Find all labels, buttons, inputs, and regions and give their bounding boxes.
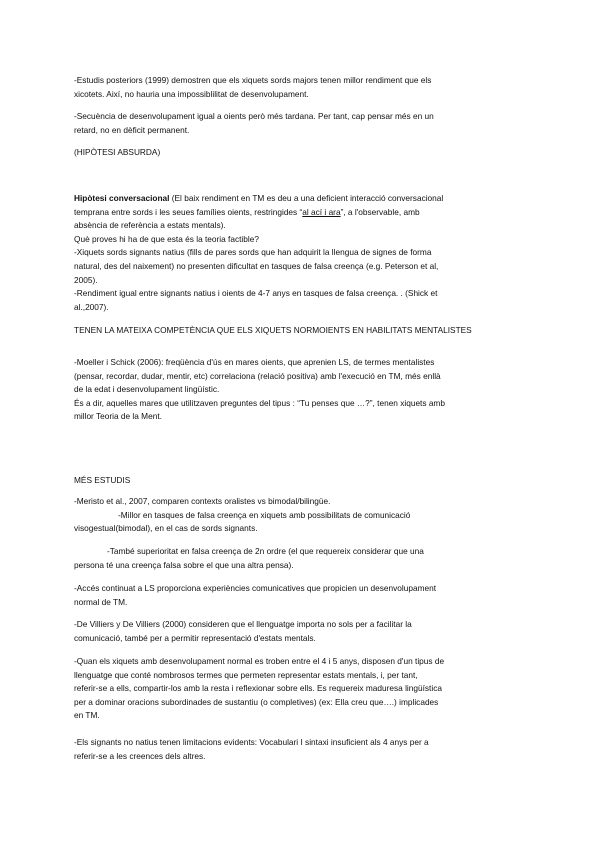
paragraph-absurd-hypothesis xyxy=(74,146,526,160)
text-line: referir-se a ells, compartir-los amb la resta i reflexionar sobre ells. Es requereix maduresa lingüística xyxy=(74,683,442,694)
text-line: (HIPÒTESI ABSURDA) xyxy=(74,147,161,157)
text-line: xicotets. Així, no hauria una impossiblilitat de desenvolupament. xyxy=(74,88,309,99)
text-line: referir-se a les creences dels altres. xyxy=(74,750,206,761)
text-line: TENEN LA MATEIXA COMPETÈNCIA QUE ELS XIQUETS NORMOIENTS EN HABILITATS MENTALISTES xyxy=(74,325,472,335)
paragraph-non-native-signers xyxy=(74,736,526,763)
text-line: de la edat i desenvolupament lingüístic. xyxy=(74,384,220,395)
text-line: al.,2007). xyxy=(74,301,109,312)
text-line: (El baix rendiment en TM es deu a una deficient interacció conversacional xyxy=(169,193,444,203)
paragraph-de-villiers xyxy=(74,618,526,645)
text-line: És a dir, aquelles mares que utilitzaven preguntes del tipus : “Tu penses que …?”, tenen xiquets amb xyxy=(74,397,445,408)
text-line: millor Teoria de la Ment. xyxy=(74,411,162,422)
text-line: en TM. xyxy=(74,710,100,721)
text-line: -Millor en tasques de falsa creença en xiquets amb possibilitats de comunicació xyxy=(118,509,411,520)
text-line: temprana entre sords i les seues famílies oients, restringides “ xyxy=(74,206,303,217)
text-line: -Quan els xiquets amb desenvolupament normal es troben entre el 4 i 5 anys, disposen d'un tipus de xyxy=(74,656,445,666)
text-line: ”, a l'observable, amb xyxy=(340,206,420,217)
paragraph-age-4-5 xyxy=(74,655,526,723)
text-line: -Els signants no natius tenen limitacions evidents: Vocabulari I sintaxi insuficient als 4 anys per a xyxy=(74,737,429,747)
paragraph-moeller-schick xyxy=(74,356,526,424)
text-line: (pensar, recordar, dudar, mentir, etc) correlaciona (relació positiva) amb l'execució en TM, més enllà xyxy=(74,370,441,381)
text-line: -Estudis posteriors (1999) demostren que els xiquets sords majors tenen millor rendiment que els xyxy=(74,75,432,85)
text-line: Què proves hi ha de que esta és la teoria factible? xyxy=(74,233,259,244)
text-line: -També superioritat en falsa creença de 2n ordre (el que requereix considerar que una xyxy=(107,546,424,556)
heading-conversational-hypothesis: Hipòtesi conversacional xyxy=(74,193,170,203)
paragraph-development-sequence xyxy=(74,110,526,137)
text-line: -De Villiers y De Villiers (2000) consideren que el llenguatge importa no sols per a facilitar la xyxy=(74,619,412,629)
text-line: normal de TM. xyxy=(74,596,128,607)
text-line: -Rendiment igual entre signants natius i oients de 4-7 anys en tasques de falsa creença. . (Shick et xyxy=(74,288,438,299)
paragraph-second-order xyxy=(74,545,526,572)
text-line: natural, des del naixement) no presenten dificultat en tasques de falsa creença (e.g. Peterson et al, xyxy=(74,260,439,271)
paragraph-later-studies xyxy=(74,74,526,101)
paragraph-conversational-hypothesis xyxy=(74,192,526,314)
text-line: retard, no en dèficit permanent. xyxy=(74,124,190,135)
text-line: MÉS ESTUDIS xyxy=(74,475,131,485)
text-line: comunicació, també per a permitir representació d'estats mentals. xyxy=(74,632,316,643)
text-line: -Meristo et al., 2007, comparen contexts oralistes vs bimodal/bilingüe. xyxy=(74,496,331,506)
heading-more-studies xyxy=(74,474,526,488)
text-line: -Secuència de desenvolupament igual a oients però més tardana. Per tant, cap pensar més en un xyxy=(74,111,434,121)
text-line: 2005). xyxy=(74,274,98,285)
text-line: -Moeller i Schick (2006): freqüència d'ús en mares oients, que aprenien LS, de termes mentalistes xyxy=(74,357,435,367)
text-line: per a dominar oracions subordinades de sustantiu (o completives) (ex: Ella creu que….) implicades xyxy=(74,696,439,707)
text-line: visogestual(bimodal), en el cas de sords signants. xyxy=(74,523,258,534)
text-line: absència de referència a estats mentals). xyxy=(74,220,226,231)
paragraph-same-competence xyxy=(74,324,526,338)
text-line: -Xiquets sords signants natius (fills de pares sords que han adquirit la llengua de signes de forma xyxy=(74,247,432,258)
text-line: persona té una creença falsa sobre el que una altra pensa). xyxy=(74,559,294,570)
underlined-phrase: al ací i ara xyxy=(302,206,341,217)
text-line: -Accés continuat a LS proporciona experiències comunicatives que propicien un desenvolupament xyxy=(74,583,437,593)
paragraph-ls-access xyxy=(74,582,526,609)
text-line: llenguatge que conté nombrosos termes que permeten representar estats mentals, i, per tant, xyxy=(74,669,418,680)
paragraph-meristo xyxy=(74,495,526,536)
